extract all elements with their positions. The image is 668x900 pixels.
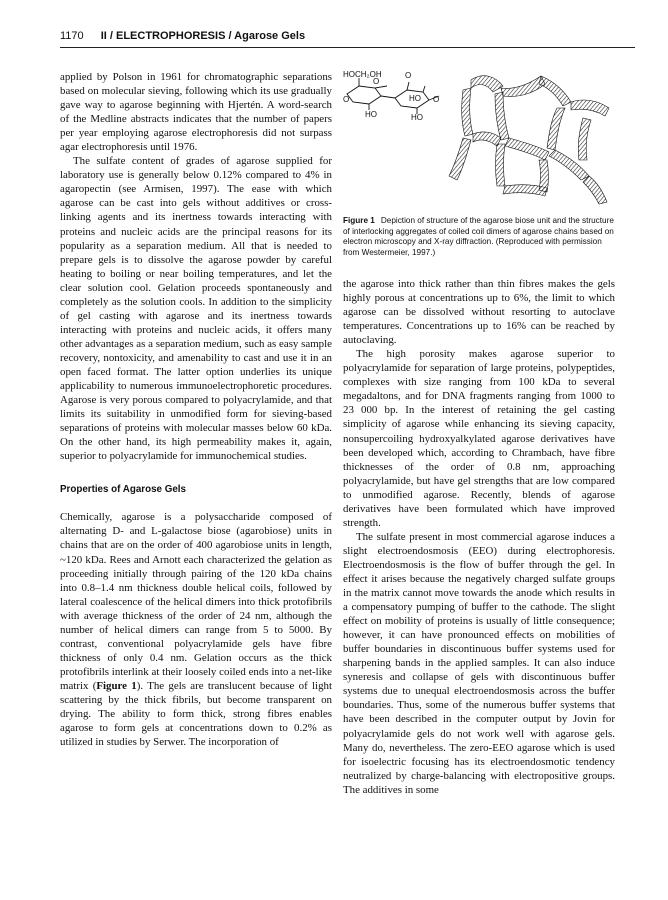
chem-label-o1: O	[405, 71, 412, 80]
chem-label-o2: O	[373, 77, 380, 86]
chem-label-o4: O	[433, 95, 440, 104]
chem-label-ho2: HO	[409, 94, 421, 103]
p3-text-b: ). The gels are translucent because of light scattering by the thick fibrils, but become transparent on drying. The ability to form thick, strong fibres enables agarose to form gels at concentrations down to 0.2% as utilized in studies by Serwer. The incorporation of	[60, 679, 332, 749]
left-paragraph-2: The sulfate content of grades of agarose supplied for laboratory use is generally below 0.12% compared to 4% in agaropectin (see Armisen, 1997). The ease with which agarose can be cast into gels without additives or cross-linking agents and its inertness towards interacting with proteins and nucleic acids are the principal reasons for its popularity as a separation medium. All that is needed to prepare gels is to dissolve the agarose powder by careful heating to boiling or near boiling temperatures, and let the clear solution cool. Gelation proceeds spontaneously and completely as the solution cools. In addition to the simplicity of gel casting with agarose and its inertness towards interacting with proteins and nucleic acids, it offers many other advantages as a separation medium, such as easy sample recovery, nontoxicity, and amenability to cast and use it in an open faced format. The latter option underlies its unique applicability to numerous immunoelectrophoretic procedures. Agarose is very porous compared to polyacrylamide, and that limits its suitability in unmodified form for sieving-based separations of proteins with molecular masses below 60 kDa. On the other hand, its high permeability makes it, again, superior to polyacrylamide for immunochemical studies.	[60, 155, 332, 463]
caption-text: Depiction of structure of the agarose biose unit and the structure of interlocking aggregates of coiled coil dimers of agarose chains based on electron microscopy and X-ray diffraction. (Reproduced with permission from Westermeier, 1997.)	[343, 216, 614, 257]
running-header	[60, 30, 635, 44]
right-paragraph-1: the agarose into thick rather than thin fibres makes the gels highly porous at concentrations up to 6%, the limit to which agarose can be dissolved without resorting to autoclave temperatures. Concentrations up to 16% can be reached by autoclaving.	[343, 278, 615, 347]
right-column	[343, 277, 615, 797]
figure-caption	[343, 216, 615, 258]
section-heading: Properties of Agarose Gels	[60, 484, 186, 496]
figure-1	[343, 68, 621, 208]
chem-label-ho3: HO	[411, 113, 423, 122]
header-rule	[60, 47, 635, 48]
right-paragraph-3: The sulfate present in most commercial agarose induces a slight electroendosmosis (EEO) during electrophoresis. Electroendosmosis is the flow of buffer through the gel. In effect it arises because the negatively charged sulfate groups in the matrix cannot move towards the anode which results in a compensatory pumping of buffer to the cathode. The slight effect on mobility of proteins is usually of little consequence; however, it can have pronounced effects on mobilities of buffer boundaries in discontinuous buffer systems used for sharpening bands in the applied samples. It can also induce syneresis and collapse of gels with discontinuous buffer systems due to unequal electroendosmosis across the buffer boundaries. Thus, some of the numerous buffer systems that have been described in the computer output by Jovin for polyacrylamide gels do not work well with agarose gels. Many do, nevertheless. The zero-EEO agarose which is used for isoelectric focusing has its electroendosmotic tendency neutralized by charge-balancing with electropositive groups. The additives in some	[343, 530, 615, 796]
figure-reference-link[interactable]: Figure 1	[96, 679, 137, 692]
caption-label: Figure 1	[343, 216, 375, 225]
fibre-network-illustration	[449, 76, 609, 204]
chem-label-o3: O	[343, 95, 350, 104]
left-paragraph-1: applied by Polson in 1961 for chromatographic separations based on molecular sieving, following which its use gradually gave way to agarose beginning with Hjertén. A word-search of the Medline abstracts indicates that the number of papers per year employing agarose electrophoresis did not surpass agar electrophoresis until 1976.	[60, 71, 332, 154]
biose-unit-structure	[343, 70, 439, 122]
chem-label-hoch2oh: HOCH₂OH	[343, 70, 382, 79]
left-column	[60, 70, 332, 749]
left-paragraph-3	[60, 510, 332, 749]
page-number: 1170	[60, 30, 84, 42]
p3-text-a: Chemically, agarose is a polysaccharide composed of alternating D- and L-galactose biose (agarobiose) units in chains that are on the order of 400 agarobiose units in length, ~120 kDa. Rees and Arnott each characterized the gelation as proceeding initially through pairing of the 120 kDa chains into 0.8–1.4 nm thickness double helical coils, followed by lateral coalescence of the helical dimers into thick protofibrils with average thickness of the order of 24 nm, although the number of helical dimers can range from 5 to 5000. By contrast, conventional polyacrylamide gels have fibre thickness of only 0.4 nm. Gelation occurs as the thick protofibrils interlink at their loosely coiled ends into a net-like matrix (	[60, 511, 332, 692]
agarose-structure-diagram	[343, 68, 621, 208]
right-paragraph-2: The high porosity makes agarose superior to polyacrylamide for separation of large proteins, polypeptides, complexes with size ranging from 100 kDa to several megadaltons, and for DNA fragments ranging from 1000 to 23 000 bp. In the interest of retaining the gel casting simplicity of agarose while enhancing its sieving capacity, nonsupercoiling hydroxyalkylated agarose derivatives have been developed which, according to Chrambach, have fibre thicknesses of the order of 0.8 nm, approaching polyacrylamide, but have gel strengths that are low compared to unmodified agarose. Recently, blends of agarose derivatives have been formulated which have improved strength.	[343, 348, 615, 529]
chem-label-ho1: HO	[365, 110, 377, 119]
running-title: II / ELECTROPHORESIS / Agarose Gels	[100, 30, 306, 42]
